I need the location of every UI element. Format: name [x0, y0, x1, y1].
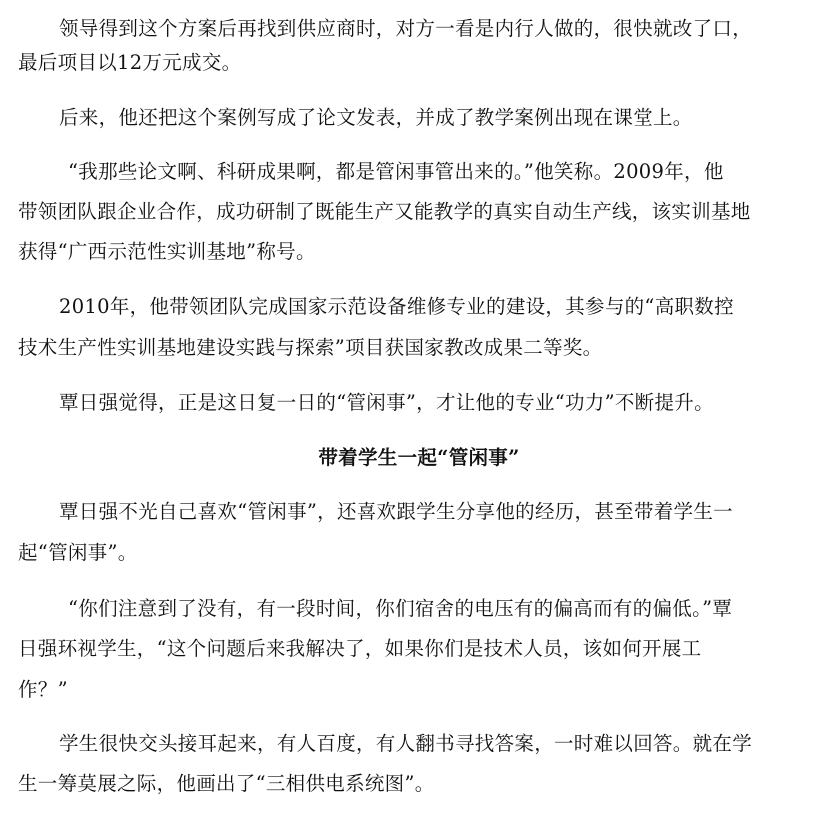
- text-line: 作？”: [18, 678, 68, 701]
- text-line: 带领团队跟企业合作，成功研制了既能生产又能教学的真实自动生产线，该实训基地: [18, 200, 751, 223]
- text-line: 覃日强不光自己喜欢“管闲事”，还喜欢跟学生分享他的经历，甚至带着学生一: [59, 500, 733, 523]
- text-line: 生一筹莫展之际，他画出了“三相供电系统图”。: [18, 772, 435, 795]
- text-line: “我那些论文啊、科研成果啊，都是管闲事管出来的。”他笑称。2009年，他: [68, 160, 724, 183]
- text-line: 2010年，他带领团队完成国家示范设备维修专业的建设，其参与的“高职数控: [59, 295, 734, 318]
- text-line: 技术生产性实训基地建设实践与探索”项目获国家教改成果二等奖。: [18, 336, 603, 359]
- text-line: 领导得到这个方案后再找到供应商时，对方一看是内行人做的，很快就改了口，: [59, 17, 753, 40]
- section-heading: 带着学生一起“管闲事”: [318, 446, 520, 469]
- text-line: 学生很快交头接耳起来，有人百度，有人翻书寻找答案，一时难以回答。就在学: [59, 732, 753, 755]
- text-line: “你们注意到了没有，有一段时间，你们宿舍的电压有的偏高而有的偏低。”覃: [68, 597, 733, 620]
- text-line: 最后项目以12万元成交。: [18, 51, 242, 74]
- text-line: 后来，他还把这个案例写成了论文发表，并成了教学案例出现在课堂上。: [59, 106, 693, 129]
- text-line: 日强环视学生，“这个问题后来我解决了，如果你们是技术人员，该如何开展工: [18, 637, 702, 660]
- text-line: 覃日强觉得，正是这日复一日的“管闲事”，才让他的专业“功力”不断提升。: [59, 391, 714, 414]
- text-line: 获得“广西示范性实训基地”称号。: [18, 240, 316, 263]
- text-line: 起“管闲事”。: [18, 541, 138, 564]
